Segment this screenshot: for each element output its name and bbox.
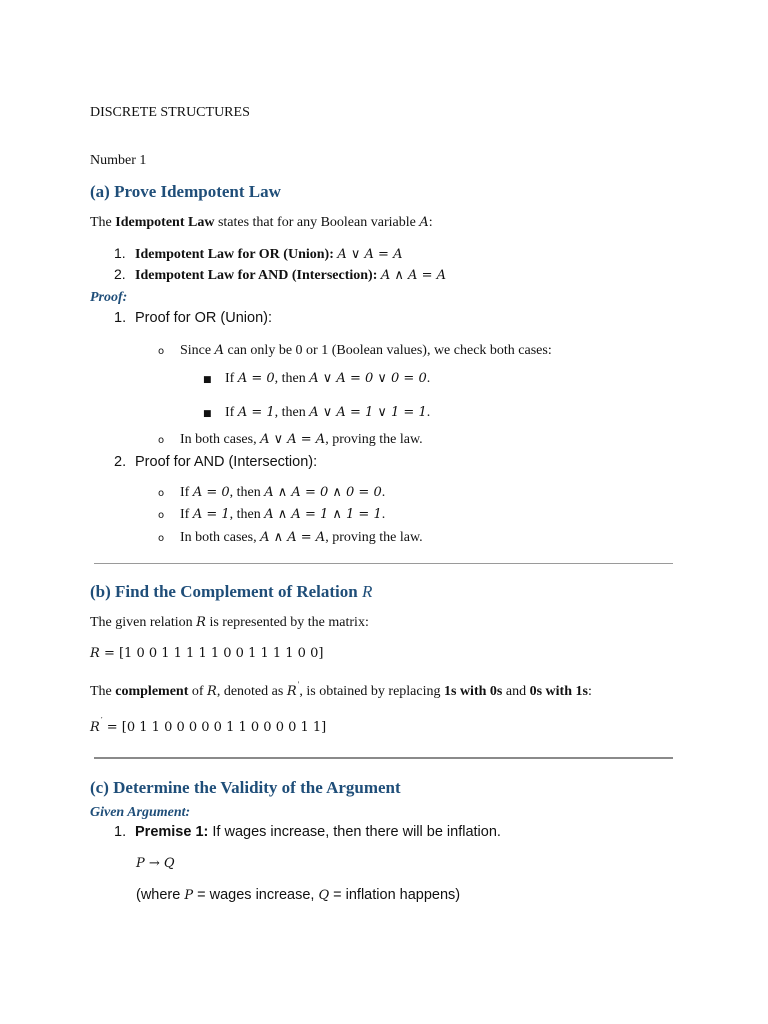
proof-label: Proof: <box>90 290 128 305</box>
document-title: DISCRETE STRUCTURES <box>90 105 250 120</box>
premise-1: 1. Premise 1: If wages increase, then there will be inflation. <box>114 824 501 840</box>
or-since-item: o Since A can only be 0 or 1 (Boolean values), we check both cases: <box>158 343 552 358</box>
and-case-0: o If A = 0, then A ∧ A = 0 ∧ 0 = 0. <box>158 485 386 500</box>
or-proof-heading: 1. Proof for OR (Union): <box>114 310 272 326</box>
law-item-or: 1. Idempotent Law for OR (Union): A ∨ A = A <box>114 245 403 262</box>
or-case-0: ■ If A = 0, then A ∨ A = 0 ∨ 0 = 0. <box>203 371 431 386</box>
and-proof-heading: 2. Proof for AND (Intersection): <box>114 454 318 470</box>
and-case-1: o If A = 1, then A ∧ A = 1 ∧ 1 = 1. <box>158 507 386 522</box>
given-argument-label: Given Argument: <box>90 805 191 820</box>
number-label: Number 1 <box>90 153 147 168</box>
idempotent-intro: The Idempotent Law states that for any Boolean variable A: <box>90 215 433 230</box>
section-b-heading: (b) Find the Complement of Relation R <box>90 582 373 601</box>
divider <box>94 757 673 759</box>
premise-1-expression: P → Q <box>136 856 175 871</box>
premise-1-definitions: (where P = wages increase, Q = inflation happens) <box>136 887 461 903</box>
section-c-heading: (c) Determine the Validity of the Argument <box>90 778 401 797</box>
divider <box>94 563 673 564</box>
law-item-and: 2. Idempotent Law for AND (Intersection): A ∧ A = A <box>114 266 446 283</box>
relation-matrix: R = [1 0 0 1 1 1 1 1 0 0 1 1 1 1 0 0] <box>90 646 324 661</box>
or-both-cases: o In both cases, A ∨ A = A, proving the law. <box>158 432 423 447</box>
relation-given: The given relation R is represented by the matrix: <box>90 615 369 630</box>
complement-description: The complement of R, denoted as R′, is obtained by replacing 1s with 0s and 0s with 1s: <box>90 680 592 699</box>
section-a-heading: (a) Prove Idempotent Law <box>90 182 281 201</box>
and-both-cases: o In both cases, A ∧ A = A, proving the law. <box>158 530 423 545</box>
complement-matrix: R′ = [0 1 1 0 0 0 0 0 1 1 0 0 0 0 1 1] <box>90 716 327 735</box>
or-case-1: ■ If A = 1, then A ∨ A = 1 ∨ 1 = 1. <box>203 405 431 420</box>
